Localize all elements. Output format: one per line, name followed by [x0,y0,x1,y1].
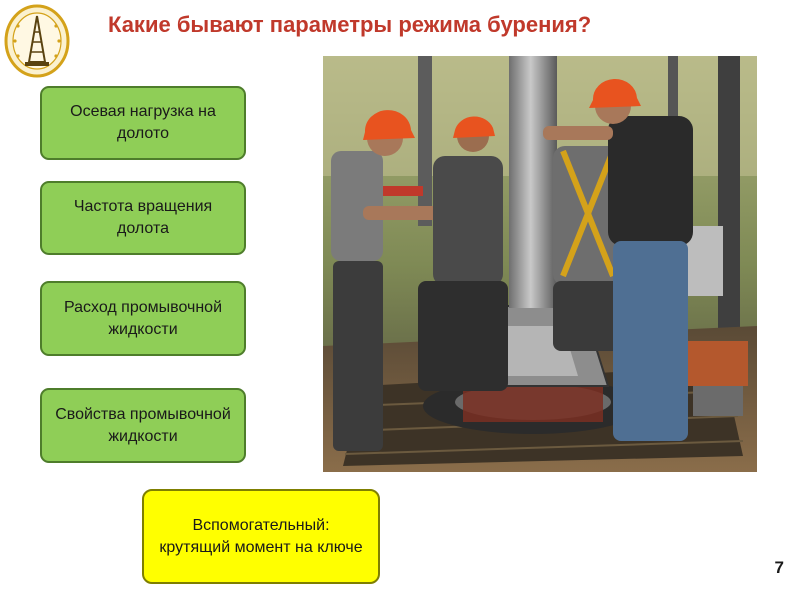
parameter-label: Осевая нагрузка на долото [70,103,216,142]
logo [4,4,70,78]
slide-title: Какие бывают параметры режима бурения? [108,12,592,37]
drilling-crew-photo [323,56,757,472]
parameter-label: Свойства промывочной жидкости [55,405,231,445]
parameter-box-fluid-flow-rate [40,281,246,356]
page-number: 7 [774,558,784,577]
drilling-rig-emblem-icon [4,4,70,78]
auxiliary-label: Вспомогательный: крутящий момент на ключе [159,516,363,556]
parameter-box-fluid-properties [40,388,246,463]
parameter-label: Частота вращения долота [73,198,213,237]
parameter-box-rotation-speed [40,181,246,255]
parameter-box-axial-load [40,86,246,160]
parameter-label: Расход промывочной жидкости [63,298,223,338]
auxiliary-parameter-box [142,489,380,584]
